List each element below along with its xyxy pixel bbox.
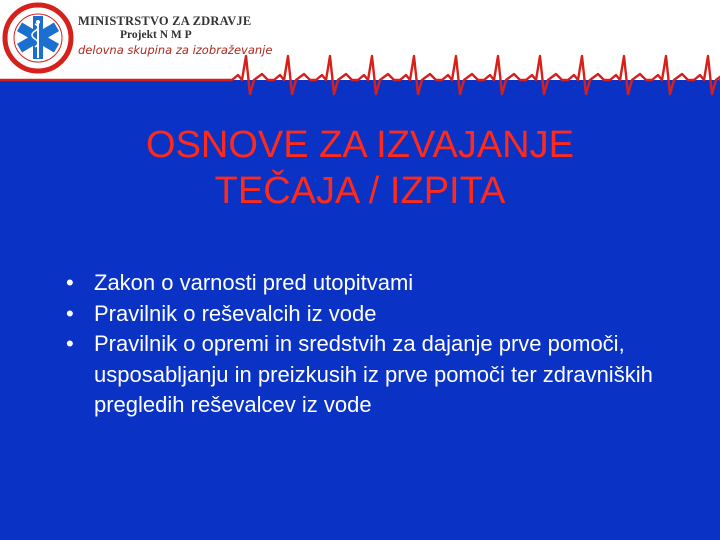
ecg-heartbeat-icon — [0, 0, 720, 120]
bullet-list — [66, 268, 706, 421]
title-line-1: OSNOVE ZA IZVAJANJE — [146, 124, 574, 166]
bullet-item: • Pravilnik o opremi in sredstvih za dajanje prve pomoči, usposabljanju in preizkusih iz prve pomoči ter zdravniških pregledih reševalcev iz vode — [66, 329, 706, 421]
ministry-name: MINISTRSTVO ZA ZDRAVJE — [78, 14, 252, 28]
bullet-item: • Pravilnik o reševalcih iz vode — [66, 299, 706, 330]
project-name: Projekt N M P — [120, 29, 192, 41]
title-line-2: TEČAJA / IZPITA — [214, 170, 506, 212]
bullet-item: • Zakon o varnosti pred utopitvami — [66, 268, 706, 299]
slide-title — [60, 122, 660, 214]
working-group-name: delovna skupina za izobraževanje — [78, 43, 273, 57]
